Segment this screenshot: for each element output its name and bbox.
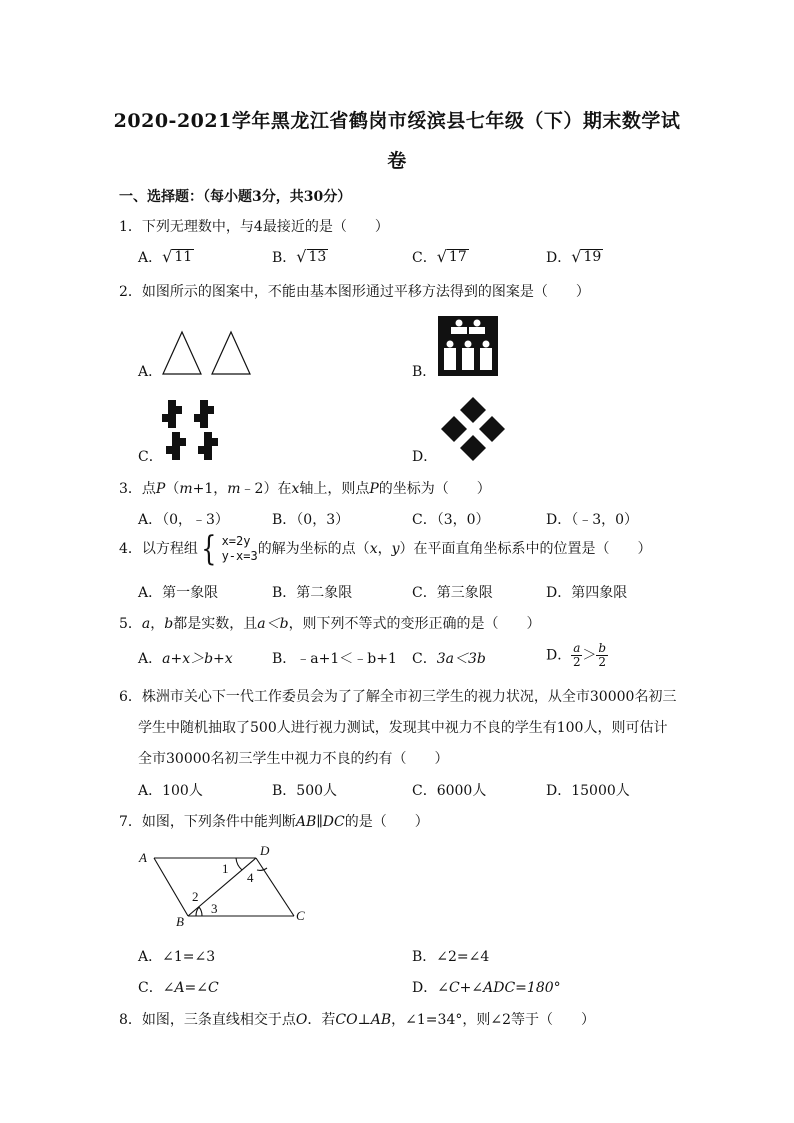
q3-option-d: D．（﹣3，0） <box>546 512 639 528</box>
q7-option-a: A．∠1=∠3 <box>138 949 216 965</box>
q2-option-b-label: B． <box>412 364 437 380</box>
q8-stem: 8．如图，三条直线相交于点O．若CO⊥AB，∠1=34°，则∠2等于（ ） <box>119 1012 595 1028</box>
fig-angle-2: 2 <box>192 889 199 904</box>
q6-stem-line3: 全市30000名初三学生中视力不良的约有（ ） <box>138 751 449 767</box>
fig-angle-4: 4 <box>247 870 254 885</box>
q2-option-a-label: A． <box>138 364 163 380</box>
fig-angle-3: 3 <box>211 901 218 916</box>
q2-option-c-label: C． <box>138 449 163 465</box>
q2-stem: 2．如图所示的图案中，不能由基本图形通过平移方法得到的图案是（ ） <box>119 284 590 300</box>
q6-option-b: B．500人 <box>272 783 338 799</box>
q7-option-c: C．∠A=∠C <box>138 980 219 996</box>
q1-option-b: B． √ 13 <box>272 247 327 266</box>
paper-title-line2: 卷 <box>387 150 407 172</box>
q3-option-c: C．（3，0） <box>412 512 490 528</box>
q5-option-b: B．﹣a+1＜﹣b+1 <box>272 651 397 667</box>
q1-option-a: A． √ 11 <box>138 247 193 266</box>
two-triangles-figure <box>160 328 256 376</box>
q4-option-a: A．第一象限 <box>138 585 219 601</box>
fig-label-a: A <box>139 850 147 865</box>
q6-option-d: D．15000人 <box>546 783 630 799</box>
q7-option-b: B．∠2=∠4 <box>412 949 490 965</box>
q5-stem: 5．a，b都是实数，且a＜b，则下列不等式的变形正确的是（ ） <box>119 616 541 632</box>
q6-stem-line2: 学生中随机抽取了500人进行视力测试，发现其中视力不良的学生有100人，则可估计 <box>138 720 668 736</box>
section-heading: 一、选择题：（每小题3分，共30分） <box>119 189 352 205</box>
parallelogram-figure <box>136 840 316 928</box>
q2-option-d-label: D． <box>412 449 438 465</box>
q1-stem: 1．下列无理数中，与4最接近的是（ ） <box>119 219 389 235</box>
q4-stem: 4．以方程组 { x=2y y-x=3 的解为坐标的点（x，y）在平面直角坐标系中的位置是（ ） <box>119 529 652 569</box>
q6-option-c: C．6000人 <box>412 783 487 799</box>
q3-option-a: A．（0，﹣3） <box>138 512 229 528</box>
q1-option-d: D． √ 19 <box>546 247 602 266</box>
equation-system: { x=2y y-x=3 <box>201 529 258 569</box>
diamond-pattern-figure <box>440 396 506 462</box>
q3-stem: 3．点P（m+1，m﹣2）在x轴上，则点P的坐标为（ ） <box>119 481 491 497</box>
cross-shapes-figure <box>162 400 226 462</box>
q7-stem: 7．如图，下列条件中能判断AB∥DC的是（ ） <box>119 814 429 830</box>
q4-option-c: C．第三象限 <box>412 585 493 601</box>
fig-label-b: B <box>176 914 184 928</box>
q6-option-a: A．100人 <box>138 783 203 799</box>
q7-option-d: D．∠C+∠ADC=180° <box>412 980 561 996</box>
q1-option-c: C． √ 17 <box>412 247 467 266</box>
fig-label-d: D <box>260 843 270 858</box>
q4-option-d: D．第四象限 <box>546 585 628 601</box>
fig-angle-1: 1 <box>222 861 229 876</box>
q5-option-c: C．3a＜3b <box>412 651 486 667</box>
q5-option-d: D． $\frac{a}{2}$ ＞ $\frac{b}{2}$ <box>546 641 607 669</box>
paper-title-line1: 2020-2021学年黑龙江省鹤岗市绥滨县七年级（下）期末数学试 <box>113 110 681 132</box>
q4-option-b: B．第二象限 <box>272 585 353 601</box>
q6-stem-line1: 6．株洲市关心下一代工作委员会为了了解全市初三学生的视力状况，从全市30000名初三 <box>119 689 677 705</box>
fig-label-c: C <box>296 908 305 923</box>
people-pattern-figure <box>438 316 498 376</box>
q3-option-b: B．（0，3） <box>272 512 350 528</box>
q5-option-a: A．a+x＞b+x <box>138 651 233 667</box>
